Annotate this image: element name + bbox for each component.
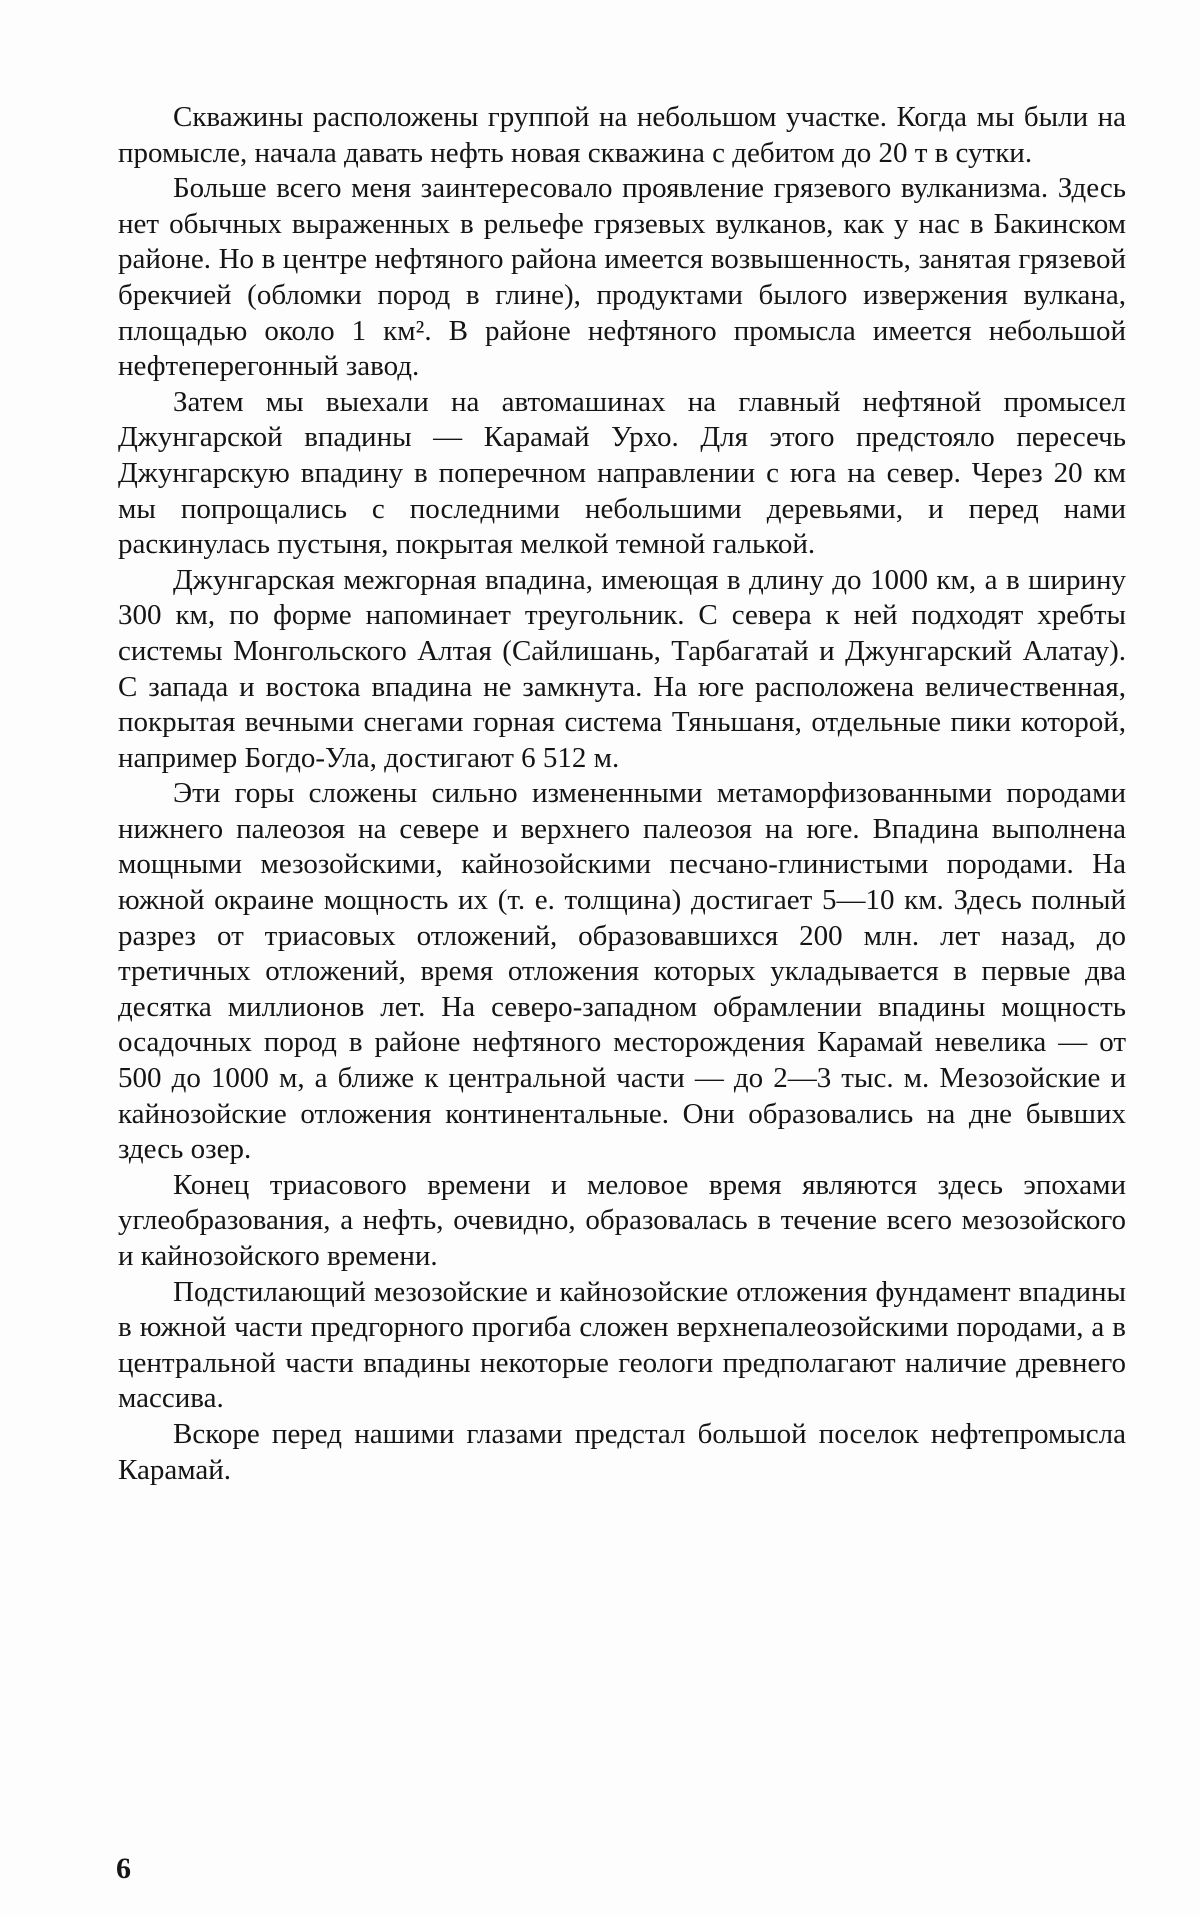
paragraph-basement: Подстилающий мезозойские и кайнозойские отложения фундамент впадины в южной части предгорного прогиба сложен верхнепалеозойскими породами, а в центральной части впадины некоторые геологи предполагают наличие древнего массива.: [118, 1275, 1126, 1415]
paragraph-settlement: Вскоре перед нашими глазами предстал большой поселок нефтепромысла Карамай.: [118, 1417, 1126, 1486]
body-text: [118, 100, 1126, 1488]
paragraph-coal-oil-formation: Конец триасового времени и меловое время являются здесь эпохами углеобразования, а нефть, очевидно, образовалась в течение всего мезозойского и кайнозойского времени.: [118, 1168, 1126, 1272]
paragraph-mud-volcanism: Больше всего меня заинтересовало проявление грязевого вулканизма. Здесь нет обычных выраженных в рельефе грязевых вулканов, как у нас в Бакинском районе. Но в центре нефтяного района имеется возвышенность, занятая грязевой брекчией (обломки пород в глине), продуктами былого извержения вулкана, площадью около 1 км². В районе нефтяного промысла имеется небольшой нефтеперегонный завод.: [118, 172, 1126, 383]
paragraph-trip-karamay: Затем мы выехали на автомашинах на главный нефтяной промысел Джунгарской впадины — Карамай Урхо. Для этого предстояло пересечь Джунгарскую впадину в поперечном направлении с юга на север. Через 20 км мы попрощались с последними небольшими деревьями, и перед нами раскинулась пустыня, покрытая мелкой темной галькой.: [118, 385, 1126, 561]
page-number: 6: [116, 1852, 131, 1885]
paragraph-geology: Эти горы сложены сильно измененными метаморфизованными породами нижнего палеозоя на севере и верхнего палеозоя на юге. Впадина выполнена мощными мезозойскими, кайнозойскими песчано-глинистыми породами. На южной окраине мощность их (т. е. толщина) достигает 5—10 км. Здесь полный разрез от триасовых отложений, образовавшихся 200 млн. лет назад, до третичных отложений, время отложения которых укладывается в первые два десятка миллионов лет. На северо-западном обрамлении впадины мощность осадочных пород в районе нефтяного месторождения Карамай невелика — от 500 до 1000 м, а ближе к центральной части — до 2—3 тыс. м. Мезозойские и кайнозойские отложения континентальные. Они образовались на дне бывших здесь озер.: [118, 777, 1126, 1166]
paragraph-dzungarian-basin: Джунгарская межгорная впадина, имеющая в длину до 1000 км, а в ширину 300 км, по форме напоминает треугольник. С севера к ней подходят хребты системы Монгольского Алтая (Сайлишань, Тарбагатай и Джунгарский Алатау). С запада и востока впадина не замкнута. На юге расположена величественная, покрытая вечными снегами горная система Тяньшаня, отдельные пики которой, например Богдо-Ула, достигают 6 512 м.: [118, 563, 1126, 774]
paragraph-wells: Скважины расположены группой на небольшом участке. Когда мы были на промысле, начала давать нефть новая скважина с дебитом до 20 т в сутки.: [118, 101, 1126, 169]
